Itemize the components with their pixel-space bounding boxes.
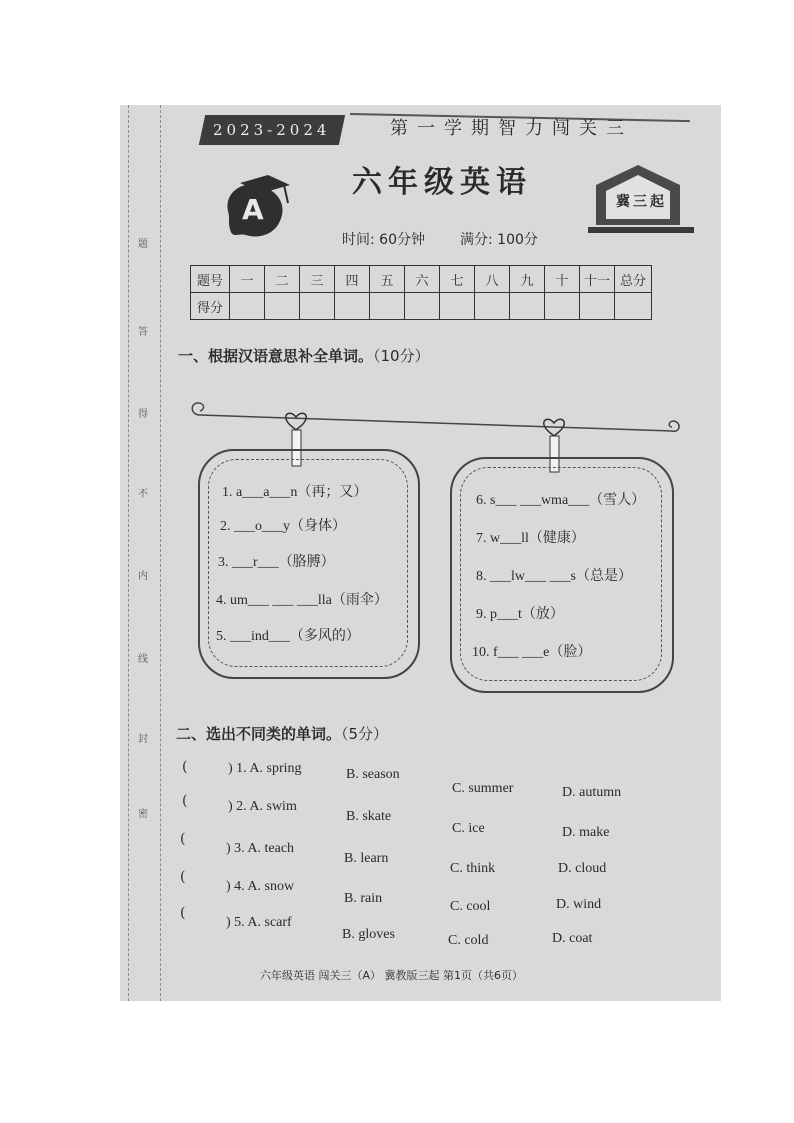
option-c: C. think [450,861,496,876]
list-item: 10. f___ ___e（脸） [472,645,592,660]
score-cell[interactable] [405,293,440,320]
table-header-cell: 九 [510,266,545,293]
option-c: C. summer [452,781,514,796]
binding-line-inner [160,105,161,1001]
edition-badge [588,163,698,241]
option-d: D. coat [552,931,593,946]
grade-a-logo [218,173,294,243]
table-header-cell: 十一 [580,266,615,293]
option-d: D. wind [556,897,602,912]
table-header-cell: 题号 [191,266,230,293]
margin-char: 不 [138,489,148,500]
list-item: 3. ___r___（胳膊） [218,555,335,570]
option-b: B. rain [344,891,383,906]
question-stem: ) 1. A. spring [228,761,302,776]
table-row-label: 得分 [191,293,230,320]
table-header-cell: 一 [230,266,265,293]
question-stem: ) 4. A. snow [226,879,295,894]
score-cell[interactable] [440,293,475,320]
option-d: D. cloud [558,861,607,876]
list-item: 2. ___o___y（身体） [220,519,346,534]
table-header-cell: 三 [300,266,335,293]
score-cell[interactable] [370,293,405,320]
table-header-cell: 二 [265,266,300,293]
option-b: B. skate [346,809,392,824]
score-cell[interactable] [545,293,580,320]
table-header-cell: 七 [440,266,475,293]
score-cell[interactable] [230,293,265,320]
margin-char: 答 [138,327,148,338]
score-cell[interactable] [510,293,545,320]
edition-text: 冀三起 [616,194,667,210]
table-header-cell: 四 [335,266,370,293]
series-title: 第一学期智力闯关三 [390,118,633,139]
answer-blank-open[interactable]: ( [182,759,188,775]
option-b: B. learn [344,851,389,866]
section2-title [176,723,388,744]
section1-title-text: 一、根据汉语意思补全单词。 [178,347,374,365]
score-cell[interactable] [615,293,652,320]
table-header-cell: 五 [370,266,405,293]
score-table-score-row [191,293,652,320]
question-stem: ) 3. A. teach [226,841,295,856]
page-footer: 六年级英语 闯关三（A） 冀教版三起 第1页（共6页） [260,969,524,982]
list-item: 5. ___ind___（多风的） [216,629,360,644]
exam-paper [120,105,721,1001]
table-header-cell: 八 [475,266,510,293]
score-table [190,265,652,320]
list-item: 6. s___ ___wma___（雪人） [476,493,646,508]
table-header-cell: 六 [405,266,440,293]
list-item: 7. w___ll（健康） [476,531,585,546]
answer-blank-open[interactable]: ( [180,869,186,885]
margin-char: 封 [138,734,148,745]
option-c: C. ice [452,821,485,836]
table-header-cell: 十 [545,266,580,293]
question-stem: ) 2. A. swim [228,799,297,814]
option-b: B. season [346,767,400,782]
margin-char: 题 [138,239,148,250]
option-b: B. gloves [342,927,395,942]
list-item: 8. ___lw___ ___s（总是） [476,569,632,584]
table-header-cell: 总分 [615,266,652,293]
section1-points: （10分） [373,347,430,365]
score-cell[interactable] [475,293,510,320]
score-cell[interactable] [335,293,370,320]
answer-blank-open[interactable]: ( [180,831,186,847]
section2-points: （5分） [341,725,389,743]
page-title: 六年级英语 [352,165,532,200]
year-badge: 2023-2024 [199,115,345,145]
list-item: 1. a___a___n（再；又） [222,485,368,500]
margin-char: 得 [138,409,148,420]
list-item: 9. p___t（放） [476,607,564,622]
score-cell[interactable] [580,293,615,320]
binding-line-outer [128,105,129,1001]
list-item: 4. um___ ___ ___lla（雨伞） [216,593,388,608]
section2-title-text: 二、选出不同类的单词。 [176,725,342,743]
option-d: D. autumn [562,785,622,800]
full-score: 满分: 100分 [460,232,538,248]
score-cell[interactable] [265,293,300,320]
score-cell[interactable] [300,293,335,320]
section1-title [178,345,430,366]
score-table-header-row [191,266,652,293]
option-d: D. make [562,825,610,840]
logo-letter: A [242,193,264,226]
answer-blank-open[interactable]: ( [182,793,188,809]
option-c: C. cool [450,899,491,914]
margin-char: 密 [138,809,148,820]
option-c: C. cold [448,933,489,948]
margin-char: 内 [138,571,148,582]
answer-blank-open[interactable]: ( [180,905,186,921]
margin-char: 线 [138,654,148,665]
time-limit: 时间: 60分钟 [342,232,425,248]
question-stem: ) 5. A. scarf [226,915,292,930]
